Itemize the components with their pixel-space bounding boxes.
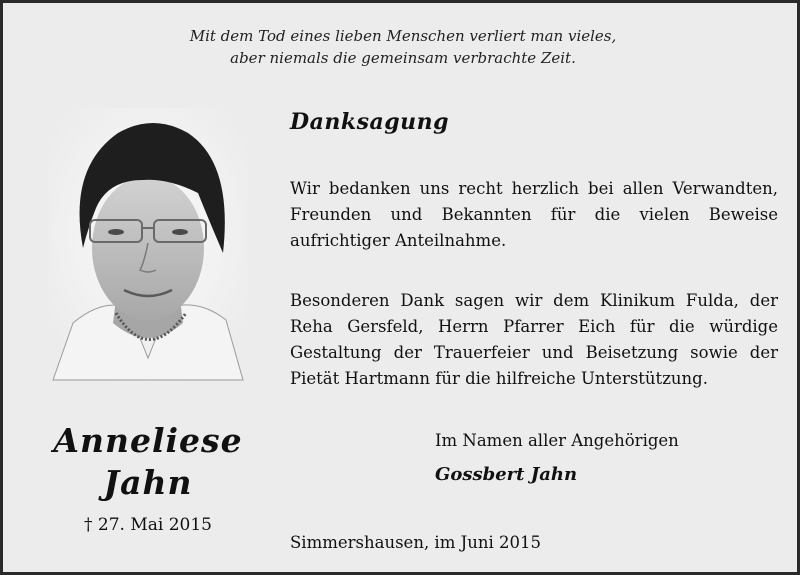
motto-line-1: Mit dem Tod eines lieben Menschen verliert man vieles, bbox=[189, 27, 617, 45]
thanks-paragraph-1: Wir bedanken uns recht herzlich bei allen Verwandten, Freunden und Bekannten für die vielen Beweise aufrichtiger Anteilnahme. bbox=[290, 179, 778, 250]
motto bbox=[3, 25, 800, 69]
on-behalf-text: Im Namen aller Angehörigen bbox=[435, 431, 679, 450]
death-date: † 27. Mai 2015 bbox=[84, 515, 212, 535]
signer-name: Gossbert Jahn bbox=[435, 464, 578, 485]
place-and-date: Simmershausen, im Juni 2015 bbox=[290, 533, 541, 552]
motto-line-2: aber niemals die gemeinsam verbrachte Zeit. bbox=[230, 49, 576, 67]
deceased-first-name: Anneliese bbox=[53, 421, 243, 460]
thanks-paragraph-2: Besonderen Dank sagen wir dem Klinikum Fulda, der Reha Gersfeld, Herrn Pfarrer Eich für die würdige Gestaltung der Trauerfeier und Beisetzung sowie der Pietät Hartmann für die hilfreiche Unterstützung. bbox=[290, 291, 778, 388]
heading-danksagung: Danksagung bbox=[290, 109, 449, 135]
portrait-photo bbox=[48, 108, 248, 383]
portrait-illustration bbox=[48, 108, 248, 383]
deceased-last-name: Jahn bbox=[103, 463, 193, 502]
